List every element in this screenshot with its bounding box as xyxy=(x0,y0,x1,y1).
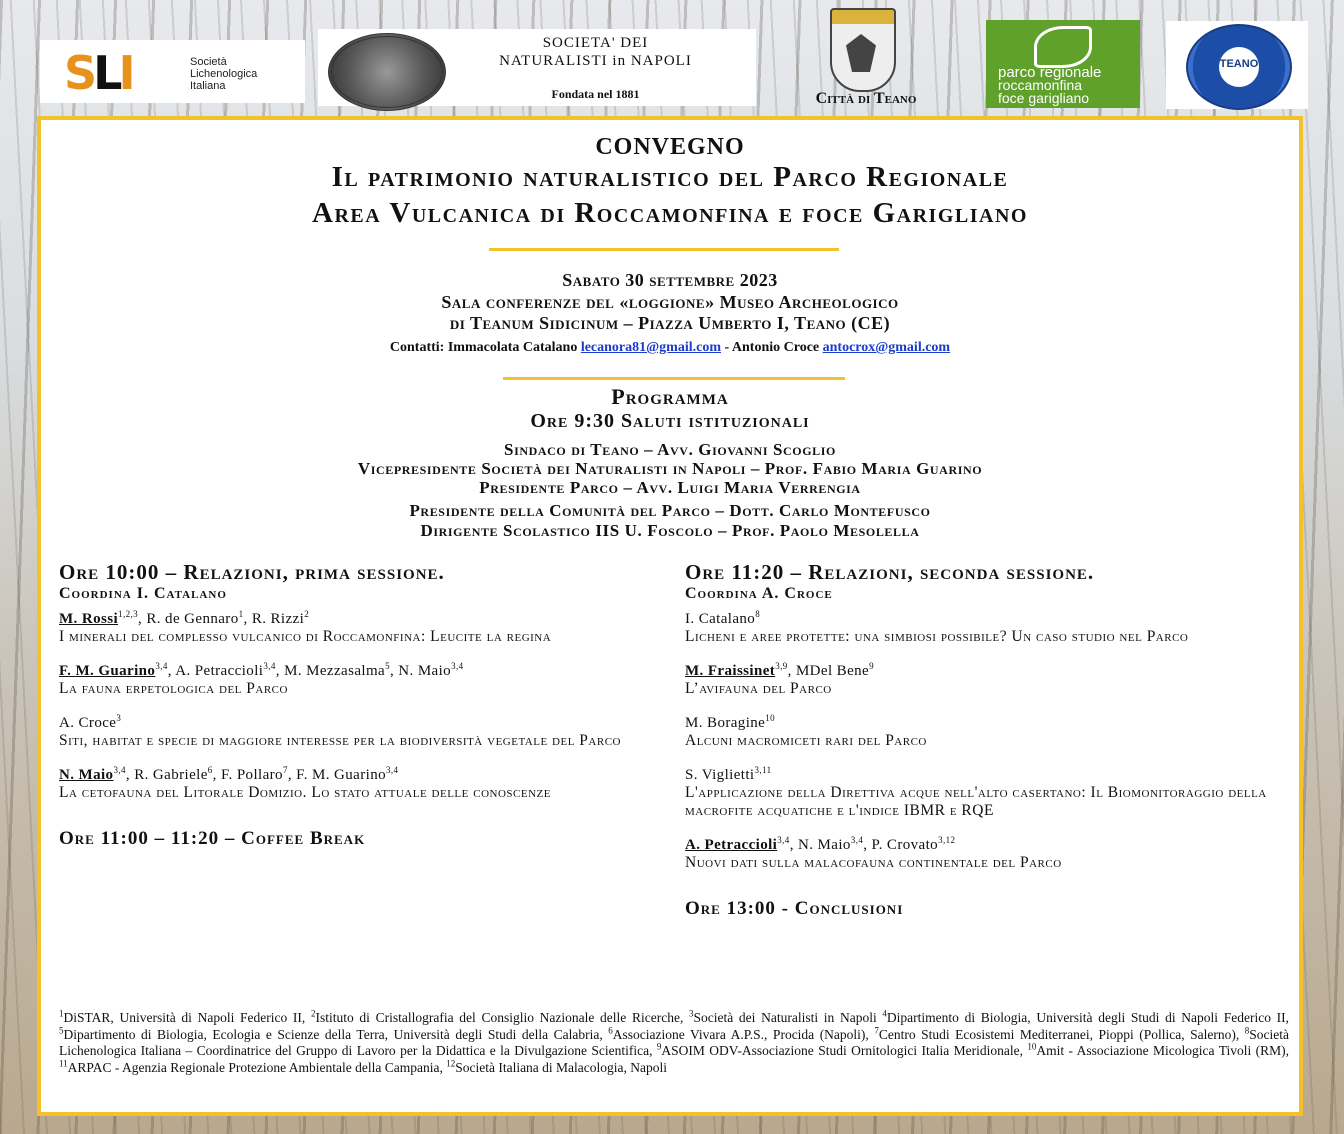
talk-title: Siti, habitat e specie di maggiore interesse per la biodiversità vegetale del Parco xyxy=(59,732,621,749)
affiliation-sup: 3,4 xyxy=(263,661,276,671)
event-type: CONVEGNO xyxy=(595,134,745,160)
lead-author: A. Croce xyxy=(59,715,117,731)
sli-name-line: Lichenologica xyxy=(190,68,258,80)
foscolo-emblem-icon xyxy=(1186,24,1292,110)
session-title: Ore 11:20 – Relazioni, seconda sessione. xyxy=(685,560,1095,584)
parco-logo xyxy=(986,20,1140,108)
session-1 xyxy=(59,560,659,850)
greeting-item: Presidente della Comunità del Parco – Dott. Carlo Montefusco xyxy=(409,501,931,520)
footnote-text: Associazione Vivara A.P.S., Procida (Napoli), xyxy=(612,1026,875,1042)
footnote-number: 1 xyxy=(59,1008,64,1019)
lead-author: M. Boragine xyxy=(685,715,766,731)
venue-line-2: di Teanum Sidicinum – Piazza Umberto I, Teano (CE) xyxy=(449,313,891,333)
snn-logo xyxy=(318,29,756,106)
parco-name-line: roccamonfina xyxy=(998,77,1083,93)
greeting-item: Sindaco di Teano – Avv. Giovanni Scoglio xyxy=(504,440,836,459)
greeting-item: Vicepresidente Società dei Naturalisti in Napoli – Prof. Fabio Maria Guarino xyxy=(357,459,983,478)
talk-authors xyxy=(685,714,1295,732)
footnote-number: 2 xyxy=(311,1008,316,1019)
conclusions: Ore 13:00 - Conclusioni xyxy=(685,898,904,919)
email-link-croce[interactable]: antocrox@gmail.com xyxy=(822,340,951,355)
affiliation-sup: 3 xyxy=(116,713,122,723)
footnote-number: 7 xyxy=(874,1025,879,1035)
footnote-text: Centro Studi Ecosistemi Mediterranei, Pioppi (Pollica, Salerno), xyxy=(878,1026,1245,1042)
snn-name xyxy=(453,34,738,70)
footnote-text: Società Italiana di Malacologia, Napoli xyxy=(455,1059,668,1075)
contacts-label: Contatti: Immacolata Catalano xyxy=(389,340,578,355)
footnote-number: 10 xyxy=(1027,1041,1037,1052)
affiliation-sup: 3,4 xyxy=(850,835,864,845)
co-author: , F. Pollaro xyxy=(212,767,283,783)
footnote-number: 5 xyxy=(59,1025,64,1035)
footnote-number: 11 xyxy=(59,1058,68,1068)
foscolo-logo xyxy=(1166,21,1308,109)
lead-author: M. Fraissinet xyxy=(685,663,776,679)
co-author: , P. Crovato xyxy=(863,837,939,853)
leaf-icon xyxy=(1034,26,1092,68)
title-line-1: Il patrimonio naturalistico del Parco Regionale xyxy=(331,161,1009,193)
talk-item xyxy=(685,662,1295,698)
teano-caption: Città di Teano xyxy=(815,90,917,107)
lead-author: N. Maio xyxy=(59,767,114,783)
footnote-text: Società Lichenologica Italiana – Coordinatrice del Gruppo di Lavoro per la Didattica e la Divulgazione Scientifica, xyxy=(59,1026,1289,1058)
email-link-catalano[interactable]: lecanora81@gmail.com xyxy=(580,340,721,355)
snn-seal-icon xyxy=(328,33,446,111)
co-author: , R. Gabriele xyxy=(125,767,208,783)
divider xyxy=(489,248,839,251)
lead-author: F. M. Guarino xyxy=(59,663,156,679)
session-coordinator: Coordina I. Catalano xyxy=(59,585,227,602)
talk-title: Licheni e aree protette: una simbiosi possibile? Un caso studio nel Parco xyxy=(685,628,1189,645)
co-author: , A. Petraccioli xyxy=(167,663,264,679)
affiliation-sup: 6 xyxy=(207,765,213,775)
talk-item xyxy=(685,714,1295,750)
sli-name xyxy=(190,56,257,92)
talk-title: Nuovi dati sulla malacofauna continentale del Parco xyxy=(685,854,1062,871)
footnote-number: 8 xyxy=(1244,1025,1250,1035)
co-author: , R. de Gennaro xyxy=(138,611,239,627)
talk-title: Alcuni macromiceti rari del Parco xyxy=(685,732,927,749)
footnote-text: ARPAC - Agenzia Regionale Protezione Ambientale della Campania, xyxy=(67,1059,447,1075)
talk-item xyxy=(685,610,1295,646)
footnote-text: Dipartimento di Biologia, Università degli Studi di Napoli Federico II, xyxy=(886,1010,1290,1025)
affiliation-sup: 3,4 xyxy=(451,661,464,671)
talk-item xyxy=(685,836,1295,872)
affiliation-sup: 3,12 xyxy=(938,835,956,845)
affiliation-footnotes xyxy=(59,1010,1289,1076)
affiliation-sup: 3,11 xyxy=(754,765,772,775)
contacts-separator: - Antonio Croce xyxy=(724,340,823,355)
footnote-number: 3 xyxy=(689,1008,694,1019)
footnote-text: Società dei Naturalisti in Napoli xyxy=(693,1010,883,1025)
lead-author: I. Catalano xyxy=(685,611,756,627)
talk-title: La fauna erpetologica del Parco xyxy=(59,680,288,697)
footnote-number: 9 xyxy=(656,1041,662,1052)
footnote-text: Dipartimento di Biologia, Ecologia e Scienze della Terra, Università degli Studi della Calabria, xyxy=(63,1026,609,1042)
talk-authors xyxy=(59,714,659,732)
foscolo-label: TEANO xyxy=(1219,58,1259,70)
affiliation-sup: 10 xyxy=(765,713,776,723)
venue-line-1: Sala conferenze del «loggione» Museo Archeologico xyxy=(441,292,899,312)
footnote-text: Istituto di Cristallografia del Consiglio Nazionale delle Ricerche, xyxy=(315,1010,690,1025)
lead-author: S. Viglietti xyxy=(685,767,755,783)
talk-authors xyxy=(685,836,1295,854)
co-author: , R. Rizzi xyxy=(243,611,305,627)
footnote-text: ASOIM ODV-Associazione Studi Ornitologici Italia Meridionale, xyxy=(661,1043,1028,1058)
logo-banner xyxy=(0,0,1344,112)
footnote-text: DiSTAR, Università di Napoli Federico II, xyxy=(63,1010,311,1025)
coffee-break: Ore 11:00 – 11:20 – Coffee Break xyxy=(59,828,366,849)
session-title: Ore 10:00 – Relazioni, prima sessione. xyxy=(59,560,445,584)
co-author: , N. Maio xyxy=(789,837,851,853)
affiliation-sup: 8 xyxy=(755,609,761,619)
divider xyxy=(503,377,845,380)
talk-item xyxy=(59,714,659,750)
talk-authors xyxy=(685,766,1295,784)
parco-name xyxy=(998,66,1101,105)
talk-authors xyxy=(59,766,659,784)
snn-founded: Fondata nel 1881 xyxy=(551,87,640,101)
affiliation-sup: 3,4 xyxy=(386,765,399,775)
talk-title: I minerali del complesso vulcanico di Roccamonfina: Leucite la regina xyxy=(59,628,552,645)
footnote-number: 12 xyxy=(446,1058,456,1068)
talk-authors xyxy=(685,610,1295,628)
teano-logo xyxy=(776,8,956,108)
contacts xyxy=(41,340,1299,356)
talk-authors xyxy=(685,662,1295,680)
co-author: , M. Mezzasalma xyxy=(275,663,386,679)
sli-logo xyxy=(40,40,305,103)
talk-title: L’avifauna del Parco xyxy=(685,680,832,697)
affiliation-sup: 3,9 xyxy=(775,661,788,671)
sli-mark: SLI xyxy=(64,46,132,100)
talk-title: La cetofauna del Litorale Domizio. Lo stato attuale delle conoscenze xyxy=(59,784,551,801)
talk-item xyxy=(59,766,659,802)
event-date: Sabato 30 settembre 2023 xyxy=(562,270,778,290)
program-panel xyxy=(37,116,1303,1116)
affiliation-sup: 2 xyxy=(304,609,310,619)
snn-name-line: SOCIETA' DEI xyxy=(542,35,649,51)
talk-item xyxy=(59,662,659,698)
program-title: Programma xyxy=(611,384,729,409)
lead-author: M. Rossi xyxy=(59,611,119,627)
co-author: , MDel Bene xyxy=(787,663,870,679)
talk-authors xyxy=(59,662,659,680)
parco-name-line: foce garigliano xyxy=(998,90,1090,106)
greeting-item: Presidente Parco – Avv. Luigi Maria Verrengia xyxy=(479,478,861,497)
lead-author: A. Petraccioli xyxy=(685,837,778,853)
affiliation-sup: 5 xyxy=(385,661,390,671)
sli-name-line: Italiana xyxy=(190,80,226,92)
footnote-number: 6 xyxy=(608,1025,613,1035)
affiliation-sup: 3,4 xyxy=(113,765,126,775)
affiliation-sup: 7 xyxy=(282,765,288,775)
affiliation-sup: 1 xyxy=(238,609,244,619)
footnote-text: Amit - Associazione Micologica Tivoli (RM), xyxy=(1036,1043,1289,1058)
parco-name-line: parco regionale xyxy=(998,64,1102,81)
talk-item xyxy=(59,610,659,646)
teano-crest-icon xyxy=(830,8,896,92)
footnote-number: 4 xyxy=(882,1008,887,1019)
talk-authors xyxy=(59,610,659,628)
title-line-2: Area Vulcanica di Roccamonfina e foce Garigliano xyxy=(312,197,1028,229)
session-coordinator: Coordina A. Croce xyxy=(685,585,833,602)
sli-name-line: Società xyxy=(190,56,227,68)
talk-title: L'applicazione della Direttiva acque nell'alto casertano: Il Biomonitoraggio della macrofite acquatiche e l'indice IBMR e RQE xyxy=(685,784,1267,819)
talk-item xyxy=(685,766,1295,820)
snn-name-line: NATURALISTI in NAPOLI xyxy=(499,53,692,69)
co-author: , N. Maio xyxy=(389,663,452,679)
affiliation-sup: 3,4 xyxy=(155,661,168,671)
affiliation-sup: 1,2,3 xyxy=(118,609,139,619)
affiliation-sup: 9 xyxy=(869,661,875,671)
greeting-item: Dirigente Scolastico IIS U. Foscolo – Prof. Paolo Mesolella xyxy=(420,521,920,540)
greetings-title: Ore 9:30 Saluti istituzionali xyxy=(530,410,810,432)
affiliation-sup: 3,4 xyxy=(777,835,790,845)
co-author: , F. M. Guarino xyxy=(287,767,386,783)
session-2 xyxy=(685,560,1295,920)
